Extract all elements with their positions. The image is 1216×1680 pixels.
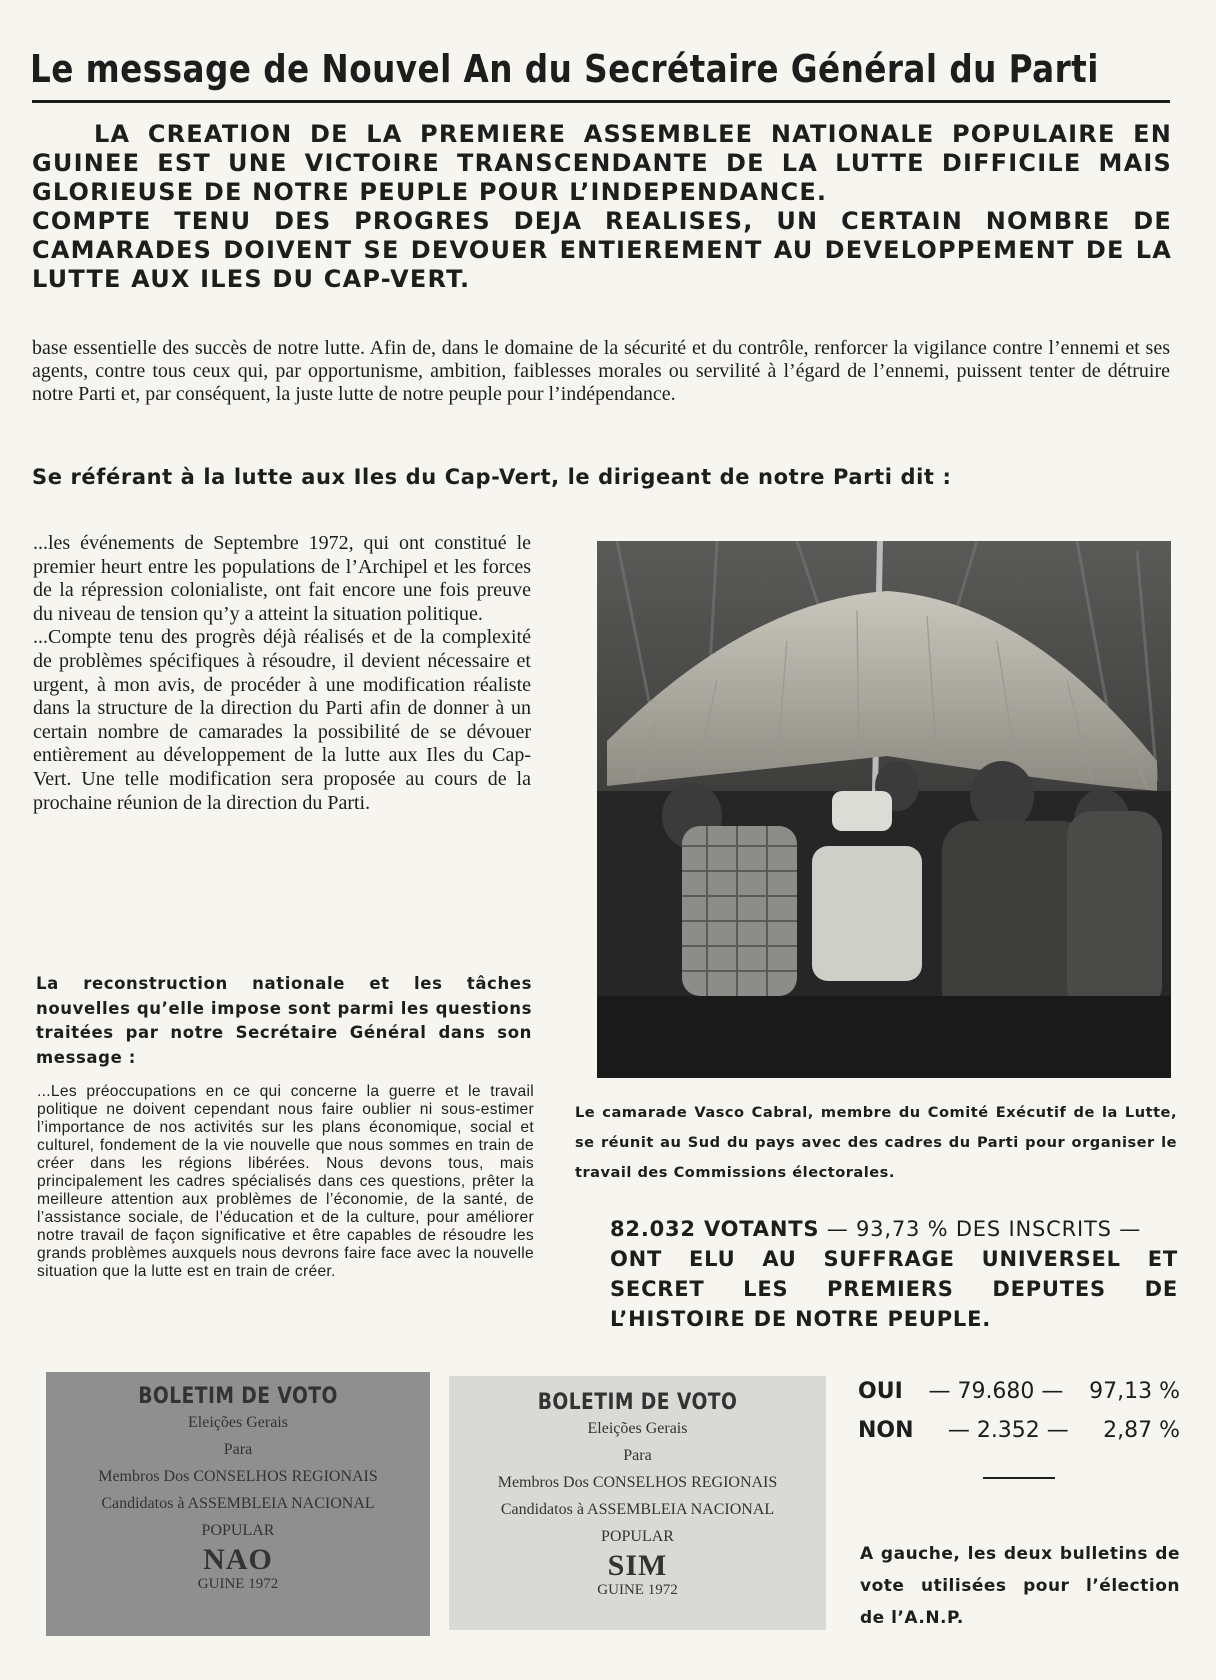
result-count: — 2.352 — [947, 1418, 1069, 1443]
reconstruction-heading: La reconstruction nationale et les tâches nouvelles qu’elle impose sont parmi les questions traitées par notre Secrétaire Général dans son message : [36, 974, 532, 1067]
result-label: OUI [858, 1379, 903, 1404]
quote-paragraph-2: ...Compte tenu des progrès déjà réalisés et de la complexité de problèmes spécifiques à résoudre, il devient nécessaire et urgent, à mon avis, de procéder à une modification réaliste dans la structure de la direction du Parti afin de donner à un certain nombre de camarades la possibilité de se dévouer entièrement au développement de la lutte aux Iles du Cap-Vert. Une telle modification sera proposée au cours de la prochaine réunion de la direction du Parti. [33, 626, 531, 814]
ballot-line: POPULAR [201, 1522, 275, 1539]
voters-percentage: — 93,73 % DES INSCRITS — [819, 1217, 1141, 1241]
title-rule [32, 100, 1170, 103]
ballot-footer: GUINE 1972 [197, 1576, 279, 1592]
ballot-line: Membros Dos CONSELHOS REGIONAIS [98, 1468, 378, 1485]
meeting-photo [597, 541, 1171, 1078]
ballot-footer: GUINE 1972 [597, 1582, 678, 1598]
headline-paragraph-2: COMPTE TENU DES PROGRES DEJA REALISES, UN CERTAIN NOMBRE DE CAMARADES DOIVENT SE DEVOUER ENTIEREMENT AU DEVELOPPEMENT DE LA LUTTE AUX ILES DU CAP-VERT. [32, 207, 1172, 293]
vote-summary-text: ONT ELU AU SUFFRAGE UNIVERSEL ET SECRET LES PREMIERS DEPUTES DE L’HISTOIRE DE NOTRE PEUPLE. [610, 1247, 1178, 1331]
headline-paragraph-1: LA CREATION DE LA PREMIERE ASSEMBLEE NATIONALE POPULAIRE EN GUINEE EST UNE VICTOIRE TRANSCENDANTE DE LA LUTTE DIFFICILE MAIS GLORIEUSE DE NOTRE PEUPLE POUR L’INDEPENDANCE. [32, 120, 1172, 206]
ballot-line: Membros Dos CONSELHOS REGIONAIS [497, 1474, 778, 1491]
page-title: Le message de Nouvel An du Secrétaire Général du Parti [30, 47, 1099, 91]
result-count: — 79.680 — [928, 1379, 1064, 1404]
ballot-sim [449, 1376, 826, 1630]
ballot-line: Candidatos à ASSEMBLEIA NACIONAL [500, 1501, 775, 1518]
result-label: NON [858, 1418, 914, 1443]
quote-column [33, 532, 531, 815]
ballot-title: BOLETIM DE VOTO [138, 1384, 338, 1409]
ballot-choice: NAO [203, 1543, 273, 1576]
photo-caption: Le camarade Vasco Cabral, membre du Comité Exécutif de la Lutte, se réunit au Sud du pays avec des cadres du Parti pour organiser le travail des Commissions électorales. [575, 1104, 1177, 1181]
message-excerpt: ...Les préoccupations en ce qui concerne la guerre et le travail politique ne doivent cependant nous faire oublier ni sous-estimer l’importance de nos activités sur les plans économique, social et culturel, fondement de la vie nouvelle que nous sommes en train de créer dans les régions libérées. Nous devons tous, mais principalement les cadres spécialisés dans ces questions, prêter la meilleure attention aux problèmes de l’économie, de la santé, de l’assistance sociale, de l’éducation et de la culture, pour améliorer notre travail de façon significative et être capables de résoudre les grands problèmes auxquels nous devrons faire face avec la nouvelle situation que la lutte est en train de créer. [37, 1083, 534, 1280]
voters-count: 82.032 VOTANTS [610, 1217, 820, 1241]
ballot-line: Para [223, 1441, 253, 1458]
vote-results [858, 1372, 1180, 1450]
ballot-line: Eleições Gerais [587, 1420, 688, 1437]
headline [32, 120, 1172, 294]
ballot-nao [46, 1372, 430, 1636]
result-percent: 2,87 % [1103, 1418, 1180, 1443]
result-row-oui [858, 1372, 1180, 1411]
result-row-non [858, 1411, 1180, 1450]
intro-paragraph: base essentielle des succès de notre lutte. Afin de, dans le domaine de la sécurité et du contrôle, renforcer la vigilance contre l’ennemi et ses agents, contre tous ceux qui, par opportunisme, ambition, faiblesses morales ou servilité à l’égard de l’ennemi, puissent tenter de détruire notre Parti et, par conséquent, la juste lutte de notre peuple pour l’indépendance. [32, 337, 1170, 405]
quote-paragraph-1: ...les événements de Septembre 1972, qui ont constitué le premier heurt entre les populations de l’Archipel et les forces de la répression colonialiste, ont fait encore une fois preuve du niveau de tension qu’y a atteint la situation politique. [33, 532, 531, 625]
ballot-line: POPULAR [601, 1528, 674, 1545]
ballot-choice: SIM [607, 1549, 668, 1582]
results-divider [983, 1477, 1055, 1479]
ballot-note: A gauche, les deux bulletins de vote utilisées pour l’élection de l’A.N.P. [860, 1544, 1180, 1628]
ballot-line: Candidatos à ASSEMBLEIA NACIONAL [101, 1495, 375, 1512]
ballot-title: BOLETIM DE VOTO [537, 1390, 738, 1415]
result-percent: 97,13 % [1089, 1379, 1180, 1404]
vote-summary [610, 1214, 1178, 1334]
ballot-line: Para [623, 1447, 652, 1464]
meeting-photo-illustration [597, 541, 1171, 1078]
ballot-line: Eleições Gerais [188, 1414, 288, 1431]
section-subheading: Se référant à la lutte aux Iles du Cap-Vert, le dirigeant de notre Parti dit : [32, 465, 952, 489]
